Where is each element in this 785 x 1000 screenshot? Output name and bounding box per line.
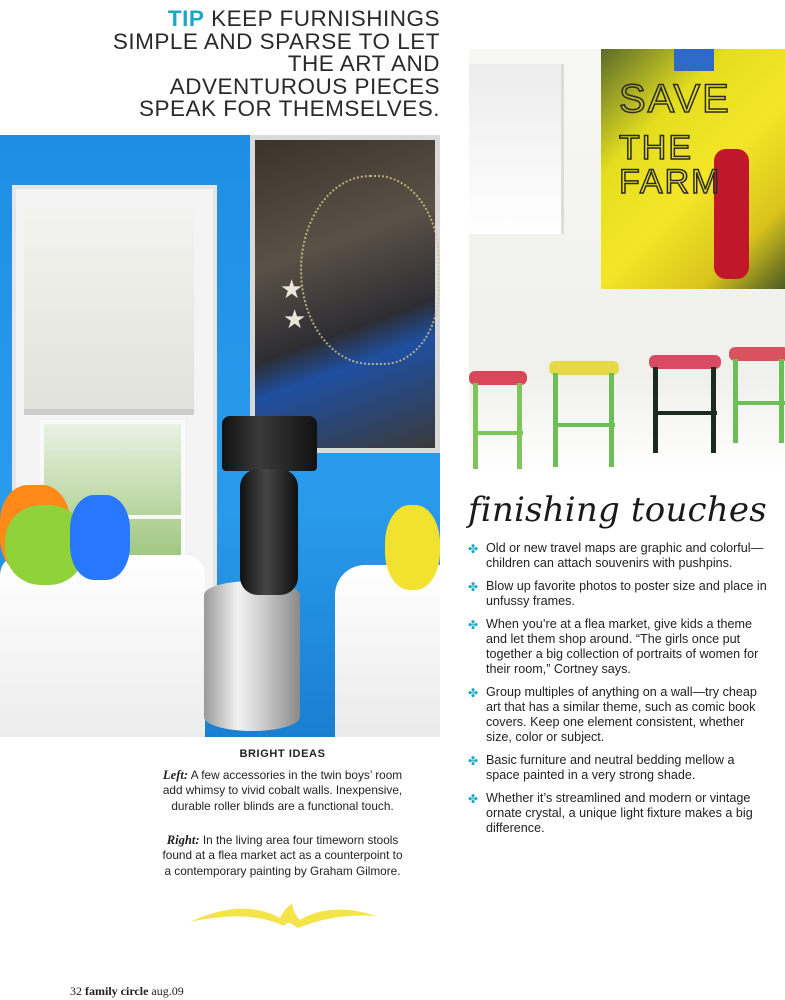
bedroom-photo: ★ ★ [0,135,440,737]
painting-text-line2: THE FARM [619,129,722,201]
caption-left-text: A few accessories in the twin boys’ room add whimsy to vivid cobalt walls. Inexpensive, durable roller blinds are a functional touch. [162,768,403,813]
list-item: ✤ Basic furniture and neutral bedding mellow a space painted in a very strong shade. [468,753,735,782]
caption-right-text: In the living area four timeworn stools found at a flea market act as a counterpoint to a contemporary painting by Graham Gilmore. [162,833,403,878]
caption-right-label: Right: [166,833,200,847]
bullet-icon: ✤ [468,542,479,556]
tip-label: TIP [167,6,205,31]
caption-left-label: Left: [162,768,189,782]
bullet-icon: ✤ [468,686,479,700]
issue-date: aug.09 [151,984,184,998]
list-item: ✤ When you’re at a flea market, give kids a theme and let them shop around. “The girls once put together a big collection of portraits of women for their room,” Cortney says. [468,617,759,676]
finishing-touches-title: finishing touches [468,490,767,530]
bullet-icon: ✤ [468,618,479,632]
bullet-icon: ✤ [468,580,479,594]
painting-text-line1: SAVE [619,77,731,121]
list-item: ✤ Old or new travel maps are graphic and colorful—children can attach souvenirs with pushpins. [468,541,764,570]
list-item: ✤ Whether it’s streamlined and modern or vintage ornate crystal, a unique light fixture makes a big difference. [468,791,753,835]
caption-left [160,768,405,814]
magazine-brand: family circle [85,984,149,998]
bullet-icon: ✤ [468,754,479,768]
bullet-icon: ✤ [468,792,479,806]
page-footer [70,984,184,999]
page-number: 32 [70,984,82,998]
list-item: ✤ Blow up favorite photos to poster size and place in unfussy frames. [468,579,767,608]
caption-right [160,833,405,879]
living-area-photo [469,49,785,474]
tip-text: KEEP FURNISHINGS SIMPLE AND SPARSE TO LET THE ART AND ADVENTUROUS PIECES SPEAK FOR THEMSELVES. [112,6,440,121]
flourish-ornament [188,900,378,932]
tip-heading [110,8,440,121]
finishing-touches-list [468,541,768,844]
bright-ideas-heading: BRIGHT IDEAS [239,748,326,760]
list-item: ✤ Group multiples of anything on a wall—try cheap art that has a similar theme, such as comic book covers. Keep one element consistent, whether size, color or subject. [468,685,757,744]
